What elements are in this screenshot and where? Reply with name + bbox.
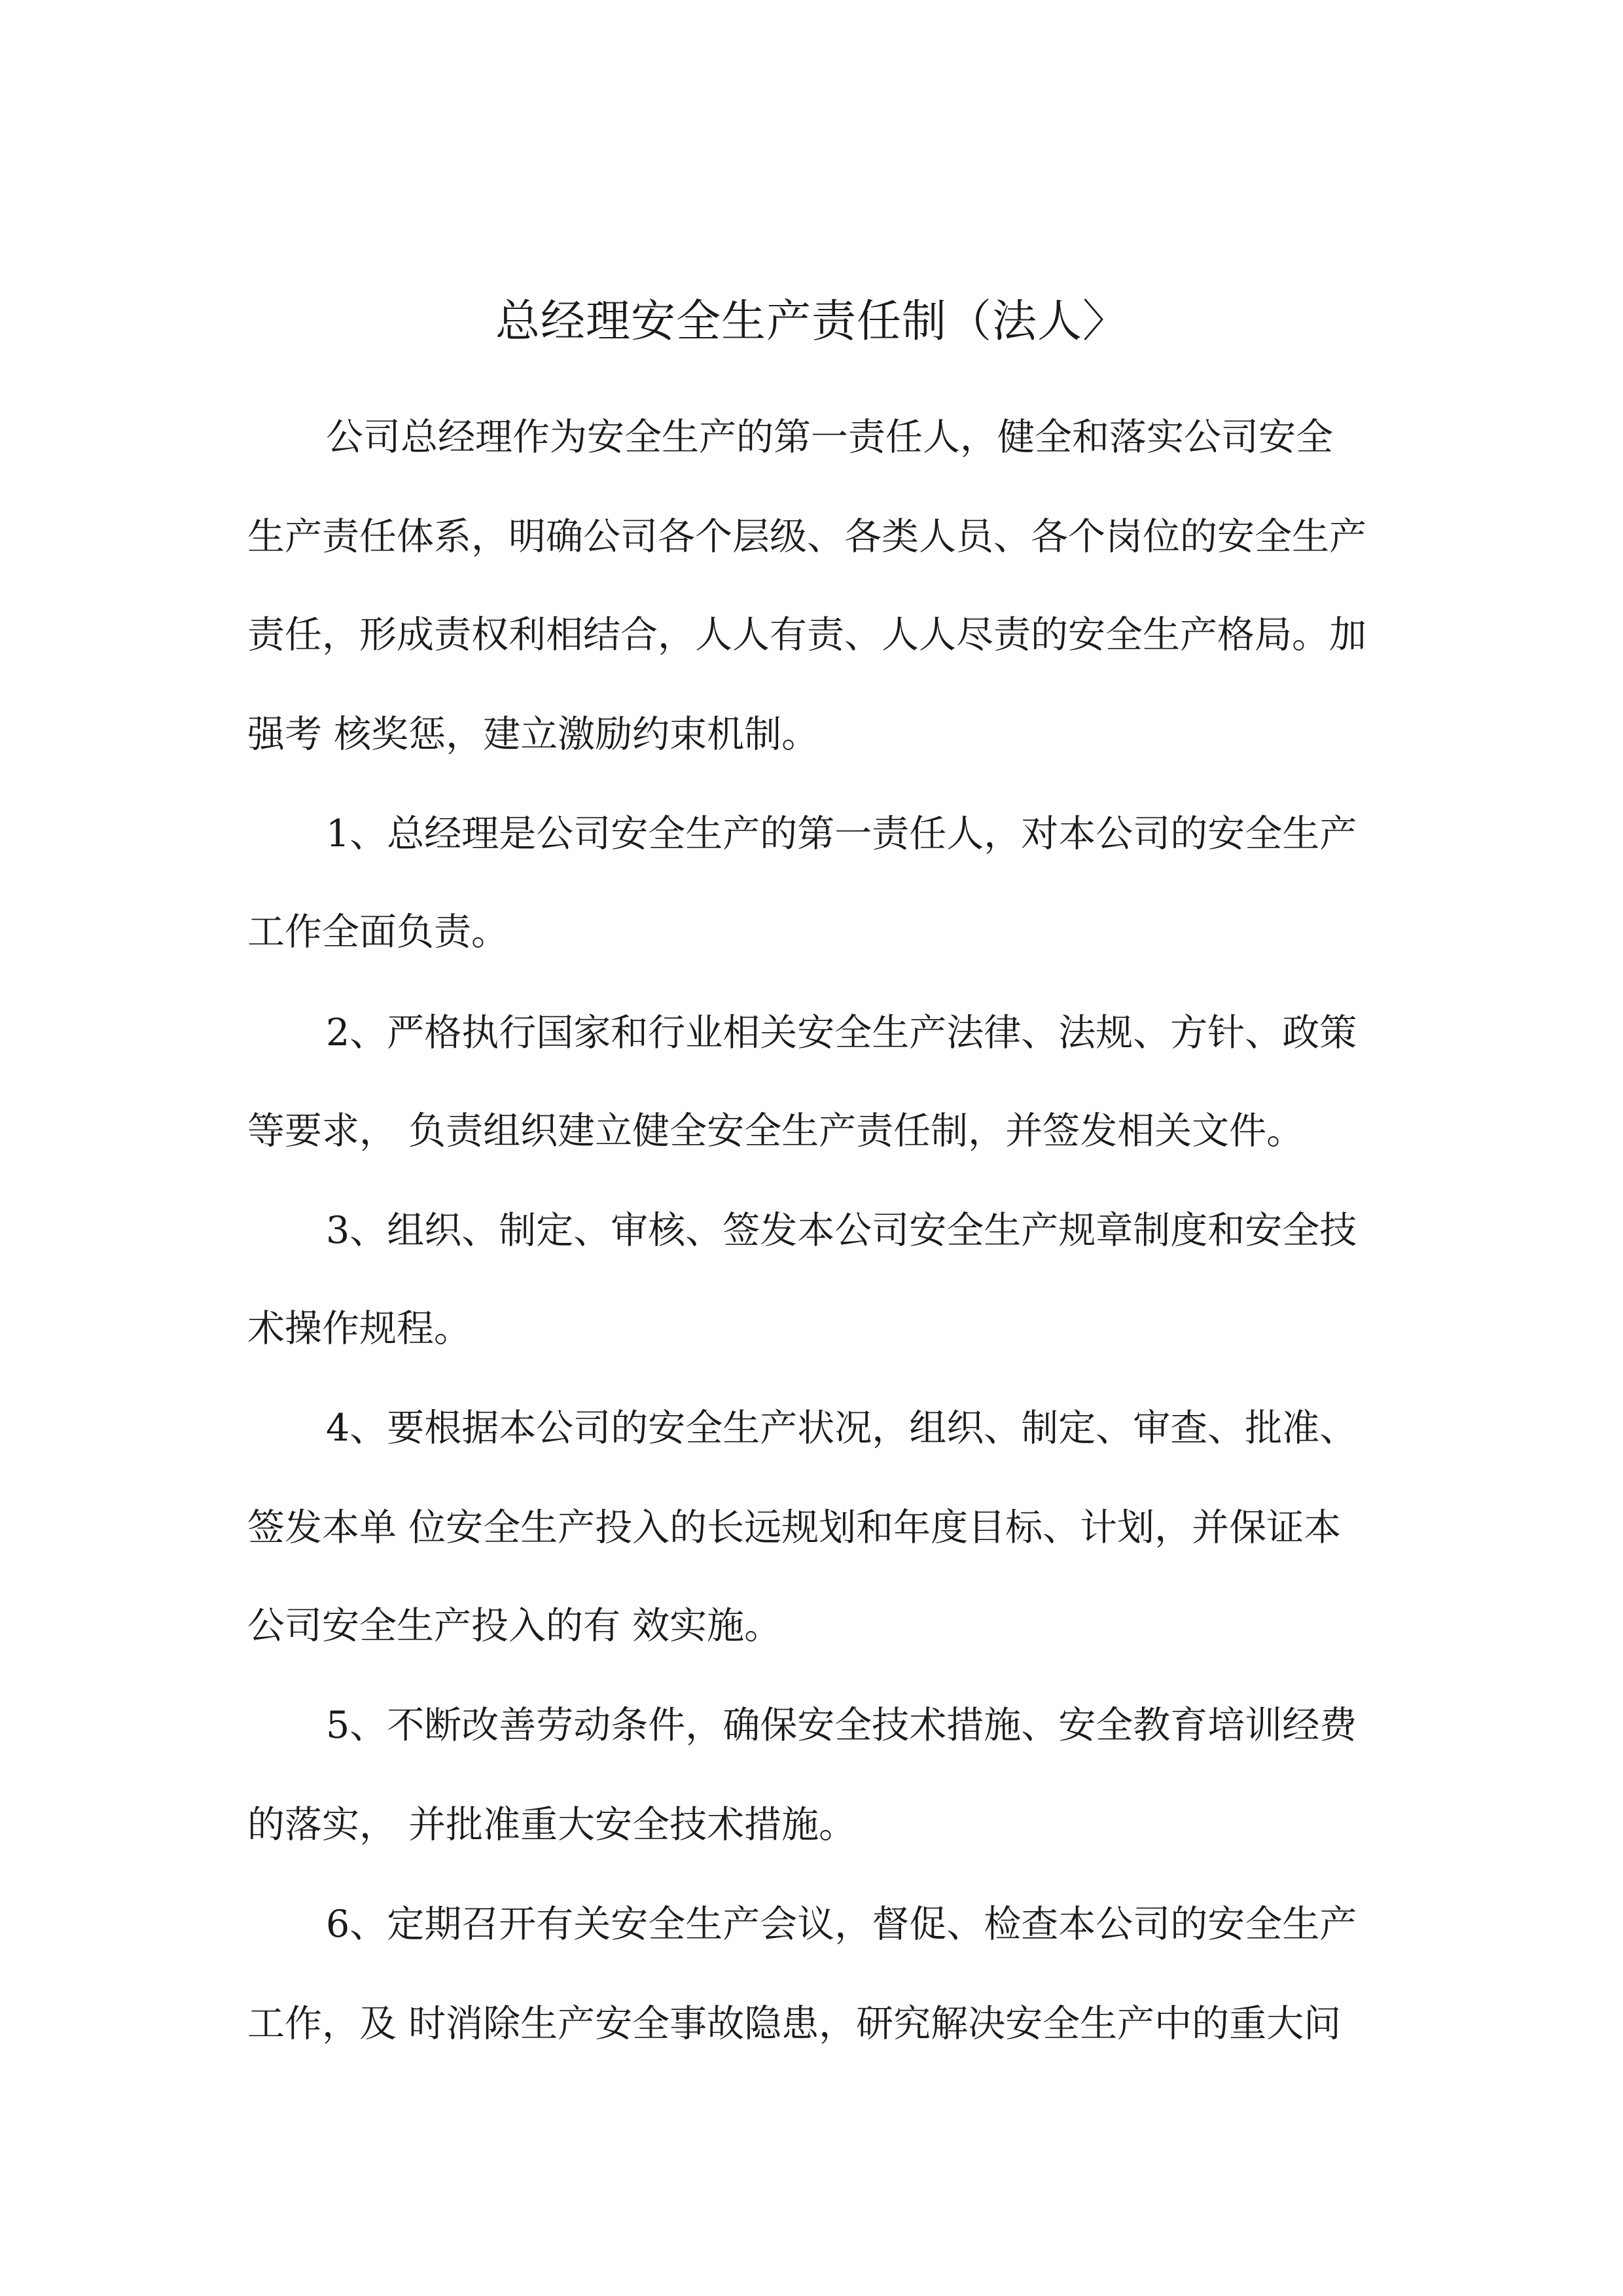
item-1-line-2: 工作全面负责。 bbox=[247, 910, 508, 954]
document-title: 总经理安全生产责任制（法人〉 bbox=[495, 296, 1128, 348]
intro-line-2: 生产责任体系，明确公司各个层级、各类人员、各个岗位的安全生产 bbox=[247, 515, 1366, 558]
item-6-line-1: 6、定期召开有关安全生产会议，督促、检查本公司的安全生产 bbox=[326, 1903, 1357, 1946]
intro-line-4: 强考 核奖惩，建立激励约束机制。 bbox=[247, 713, 819, 756]
item-3-line-2: 术操作规程。 bbox=[247, 1307, 471, 1350]
item-4-line-1: 4、要根据本公司的安全生产状况，组织、制定、审查、批准、 bbox=[326, 1407, 1357, 1450]
item-2-line-2: 等要求， 负责组织建立健全安全生产责任制，并签发相关文件。 bbox=[247, 1109, 1304, 1153]
item-5-line-2: 的落实， 并批准重大安全技术措施。 bbox=[247, 1803, 857, 1846]
item-4-line-2: 签发本单 位安全生产投入的长远规划和年度目标、计划，并保证本 bbox=[247, 1506, 1342, 1549]
item-1-line-1: 1、总经理是公司安全生产的第一责任人，对本公司的安全生产 bbox=[326, 812, 1357, 855]
item-5-line-1: 5、不断改善劳动条件，确保安全技术措施、安全教育培训经费 bbox=[326, 1704, 1357, 1747]
item-2-line-1: 2、严格执行国家和行业相关安全生产法律、法规、方针、政策 bbox=[326, 1011, 1357, 1054]
intro-line-1: 公司总经理作为安全生产的第一责任人，健全和落实公司安全 bbox=[326, 416, 1333, 459]
intro-line-3: 责任，形成责权利相结合，人人有责、人人尽责的安全生产格局。加 bbox=[247, 613, 1366, 656]
item-3-line-1: 3、组织、制定、审核、签发本公司安全生产规章制度和安全技 bbox=[326, 1209, 1357, 1252]
item-6-line-2: 工作，及 时消除生产安全事故隐患，研究解决安全生产中的重大问 bbox=[247, 2002, 1342, 2045]
item-4-line-3: 公司安全生产投入的有 效实施。 bbox=[247, 1604, 782, 1647]
